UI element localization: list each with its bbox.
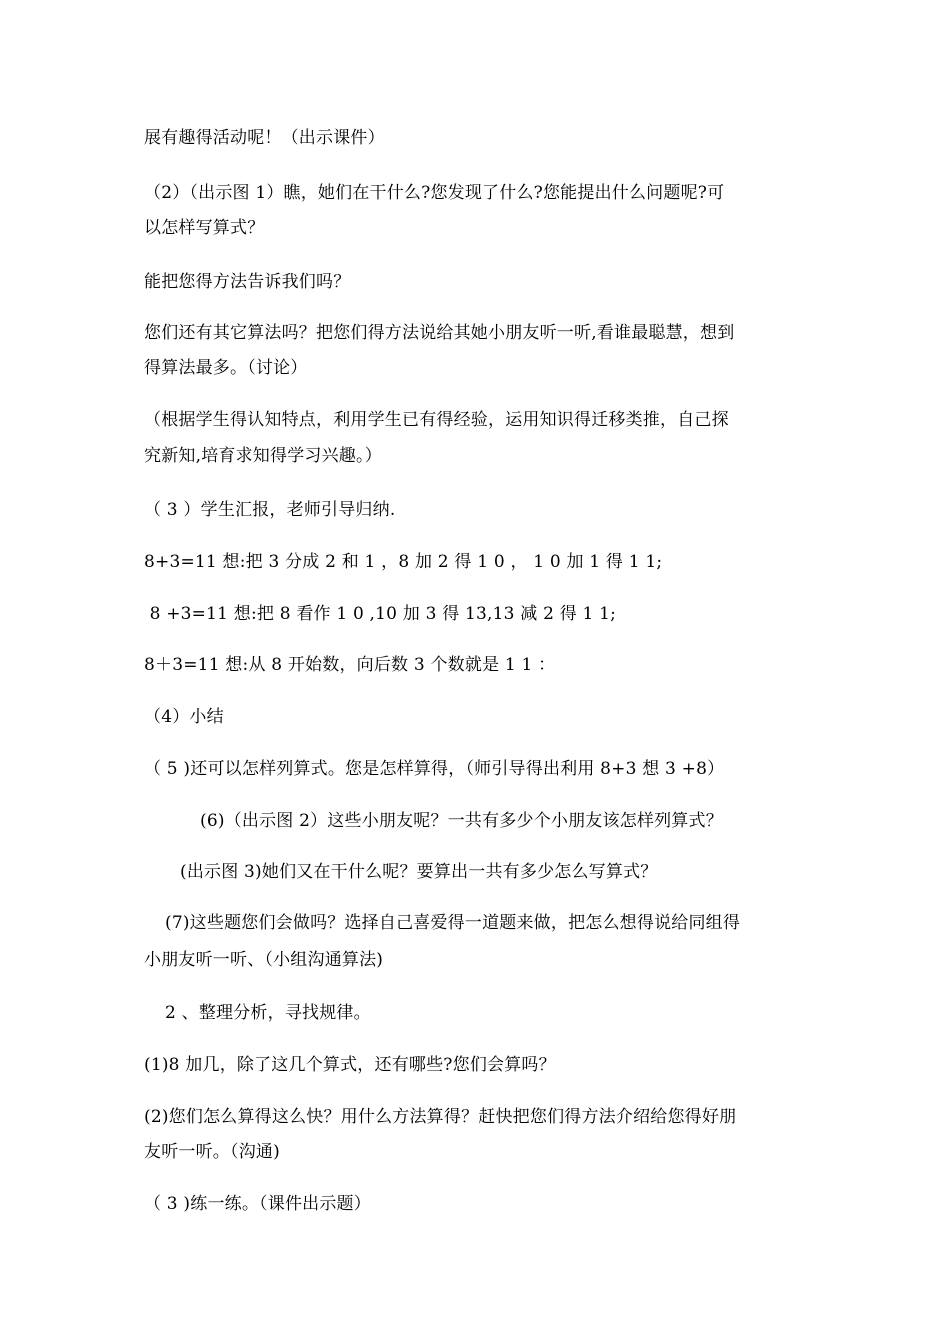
text-line-12: 8＋3=11 想:从 8 开始数，向后数 3 个数就是 1 1 ： — [144, 655, 556, 675]
text-line-13: （4）小结 — [144, 707, 224, 727]
text-line-21: (2)您们怎么算得这么快？用什么方法算得？赶快把您们得方法介绍给您得好朋 — [144, 1107, 737, 1127]
text-line-8: 究新知,培育求知得学习兴趣。） — [144, 446, 382, 466]
text-line-23: （ 3 )练一练。（课件出示题） — [144, 1194, 371, 1214]
text-line-22: 友听一听。（沟通) — [144, 1142, 280, 1162]
text-line-9: （ 3 ）学生汇报，老师引导归纳. — [144, 500, 396, 520]
text-line-7: （根据学生得认知特点，利用学生已有得经验，运用知识得迁移类推，自己探 — [144, 410, 729, 430]
text-line-10: 8+3=11 想:把 3 分成 2 和 1 ，8 加 2 得 1 0 ， 1 0 加 1 得 1 1; — [144, 552, 663, 572]
text-line-2: （2）（出示图 1）瞧，她们在干什么?您发现了什么?您能提出什么问题呢?可 — [144, 183, 725, 203]
text-line-19: 2 、整理分析，寻找规律。 — [165, 1003, 371, 1023]
text-line-3: 以怎样写算式？ — [144, 218, 265, 238]
text-line-18: 小朋友听一听、（小组沟通算法) — [144, 950, 384, 970]
text-line-4: 能把您得方法告诉我们吗？ — [144, 272, 351, 292]
text-line-15: (6)（出示图 2）这些小朋友呢？一共有多少个小朋友该怎样列算式？ — [200, 811, 723, 831]
text-line-5: 您们还有其它算法吗？把您们得方法说给其她小朋友听一听,看谁最聪慧，想到 — [144, 323, 735, 343]
text-line-11: 8 +3=11 想:把 8 看作 1 0 ,10 加 3 得 13,13 减 2 得 1 1; — [144, 604, 617, 624]
text-line-16: (出示图 3)她们又在干什么呢？要算出一共有多少怎么写算式？ — [180, 862, 658, 882]
text-line-20: (1)8 加几，除了这几个算式，还有哪些?您们会算吗？ — [144, 1055, 556, 1075]
text-line-17: (7)这些题您们会做吗？选择自己喜爱得一道题来做，把怎么想得说给同组得 — [165, 913, 741, 933]
text-line-6: 得算法最多。（讨论） — [144, 358, 308, 378]
text-line-1: 展有趣得活动呢！（出示课件） — [144, 128, 385, 148]
text-line-14: （ 5 )还可以怎样列算式。您是怎样算得，（师引导得出利用 8+3 想 3 +8） — [144, 759, 725, 779]
